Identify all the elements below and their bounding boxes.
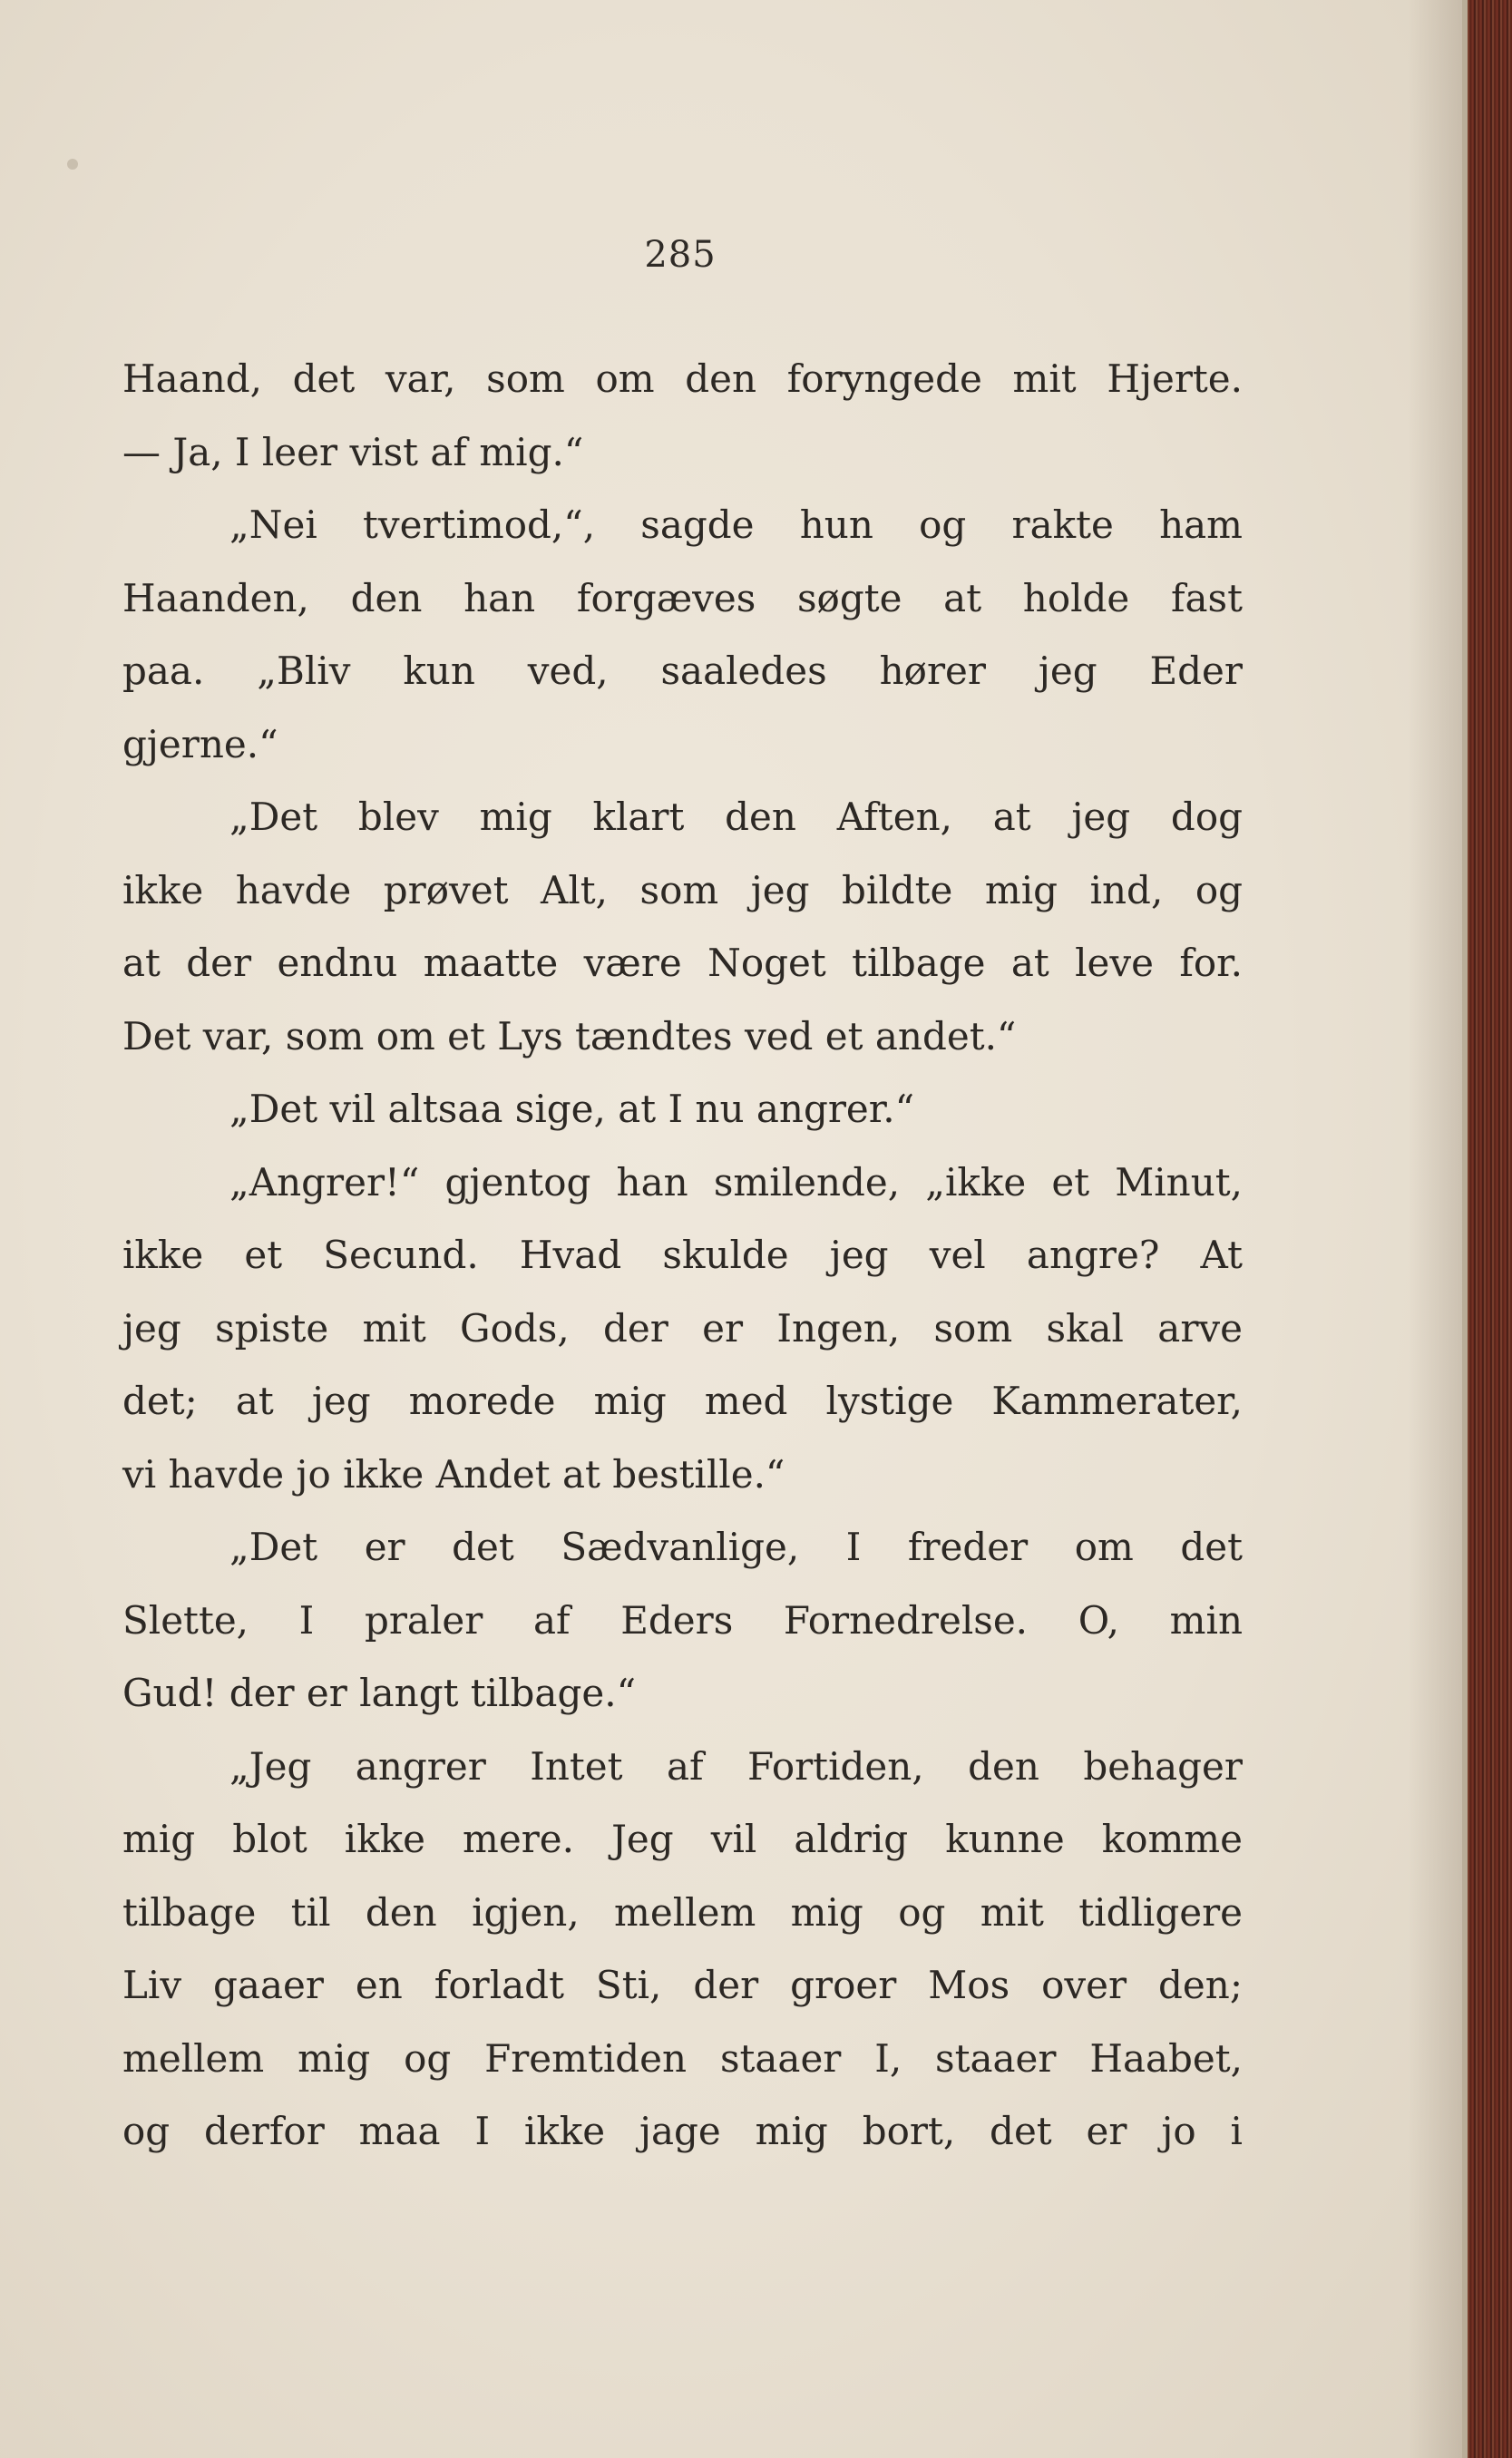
text-line: tilbage til den igjen, mellem mig og mit tidligere bbox=[122, 1889, 1243, 1935]
text-line: gjerne.“ bbox=[122, 721, 278, 766]
body-text bbox=[122, 343, 1243, 2169]
book-edge bbox=[1462, 0, 1512, 2458]
text-line: „Jeg angrer Intet af Fortiden, den behager bbox=[229, 1743, 1243, 1789]
paper-speck bbox=[67, 159, 78, 170]
text-line: paa. „Bliv kun ved, saaledes hører jeg Eder bbox=[122, 649, 1243, 693]
text-line: „Angrer!“ gjentog han smilende, „ikke et Minut, bbox=[229, 1159, 1243, 1205]
text-line: „Nei tvertimod,“, sagde hun og rakte ham bbox=[229, 502, 1243, 547]
text-line: Haanden, den han forgæves søgte at holde fast bbox=[122, 575, 1243, 620]
text-line: Liv gaaer en forladt Sti, der groer Mos over den; bbox=[122, 1963, 1243, 2007]
text-line: jeg spiste mit Gods, der er Ingen, som skal arve bbox=[122, 1305, 1243, 1351]
text-line: det; at jeg morede mig med lystige Kammerater, bbox=[122, 1379, 1243, 1423]
text-line: Haand, det var, som om den foryngede mit Hjerte. bbox=[122, 356, 1243, 401]
page-number: 285 bbox=[644, 234, 717, 276]
text-line: Gud! der er langt tilbage.“ bbox=[122, 1671, 637, 1715]
text-line: og derfor maa I ikke jage mig bort, det er jo i bbox=[122, 2109, 1243, 2153]
text-line: „Det blev mig klart den Aften, at jeg dog bbox=[229, 795, 1243, 839]
text-line: Det var, som om et Lys tændtes ved et andet.“ bbox=[122, 1013, 1017, 1058]
text-line: Slette, I praler af Eders Fornedrelse. O, min bbox=[122, 1597, 1243, 1643]
text-line: vi havde jo ikke Andet at bestille.“ bbox=[122, 1451, 785, 1497]
text-line: ikke et Secund. Hvad skulde jeg vel angre? At bbox=[122, 1233, 1243, 1277]
text-line: ikke havde prøvet Alt, som jeg bildte mig ind, og bbox=[122, 867, 1243, 912]
text-line: mig blot ikke mere. Jeg vil aldrig kunne komme bbox=[122, 1817, 1243, 1861]
text-line: mellem mig og Fremtiden staaer I, staaer Haabet, bbox=[122, 2035, 1243, 2081]
text-line: — Ja, I leer vist af mig.“ bbox=[122, 429, 584, 474]
text-line: at der endnu maatte være Noget tilbage at leve for. bbox=[122, 941, 1243, 985]
text-line: „Det er det Sædvanlige, I freder om det bbox=[229, 1525, 1243, 1569]
text-line: „Det vil altsaa sige, at I nu angrer.“ bbox=[229, 1087, 915, 1131]
